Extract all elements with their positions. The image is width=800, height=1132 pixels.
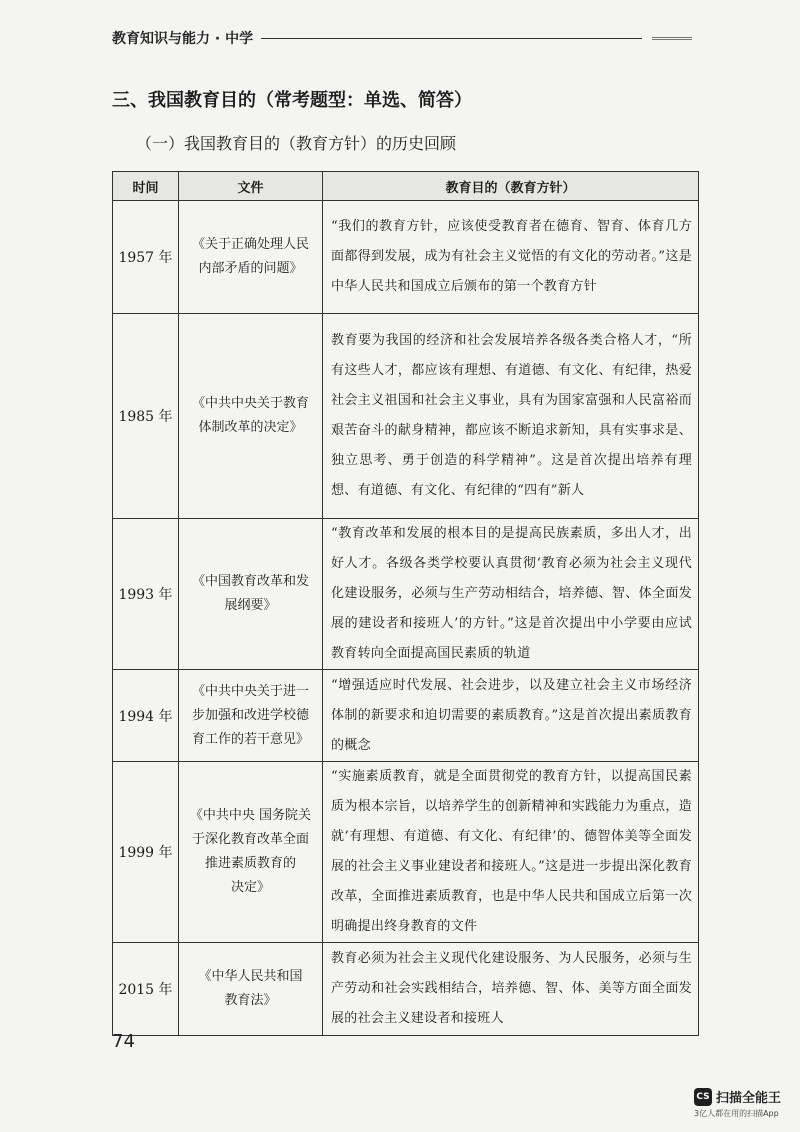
column-header-document: 文件 <box>179 172 323 201</box>
column-header-aim: 教育目的（教育方针） <box>323 172 699 201</box>
document-cell <box>179 201 323 314</box>
document-line: 决定》 <box>230 880 270 895</box>
section-title: 三、我国教育目的（常考题型：单选、简答） <box>112 90 472 111</box>
table-row <box>113 519 699 670</box>
year-cell: 2015 年 <box>113 943 179 1036</box>
document-line: 体制改革的决定》 <box>198 420 303 435</box>
table-row <box>113 762 699 943</box>
document-line: 育工作的若干意见》 <box>191 731 309 747</box>
document-line: 《中共中央关于教育 <box>191 396 309 411</box>
aim-cell: 教育要为我国的经济和社会发展培养各级各类合格人才，“所有这些人才，都应该有理想、有道德、有文化、有纪律，热爱社会主义祖国和社会主义事业，具有为国家富强和人民富裕而艰苦奋斗的献身精神，都应该不断追求新知，具有实事求是、独立思考、勇于创造的科学精神”。这是首次提出培养有理想、有道德、有文化、有纪律的“四有”新人 <box>323 314 699 519</box>
year-cell: 1957 年 <box>113 201 179 314</box>
document-line: 内部矛盾的问题》 <box>198 261 303 276</box>
document-cell <box>179 943 323 1036</box>
document-cell <box>179 670 323 762</box>
document-line: 步加强和改进学校德 <box>191 707 309 723</box>
scanner-watermark <box>694 1087 781 1106</box>
document-line: 教育法》 <box>224 993 277 1008</box>
table-row <box>113 201 699 314</box>
column-header-time: 时间 <box>113 172 179 201</box>
scanner-app-name: 扫描全能王 <box>716 1091 782 1106</box>
header-rule <box>261 38 642 39</box>
document-line: 《中共中央 国务院关 <box>189 808 312 823</box>
aim-cell: 教育必须为社会主义现代化建设服务、为人民服务，必须与生产劳动和社会实践相结合，培养德、智、体、美等方面全面发展的社会主义建设者和接班人 <box>323 943 699 1036</box>
table-row <box>113 943 699 1036</box>
document-cell <box>179 519 323 670</box>
document-line: 《中共中央关于进一 <box>191 683 309 699</box>
document-line: 推进素质教育的 <box>204 856 296 871</box>
document-line: 《中国教育改革和发 <box>191 574 309 589</box>
header-title: 教育知识与能力 · 中学 <box>112 31 254 47</box>
year-cell: 1993 年 <box>113 519 179 670</box>
year-cell: 1999 年 <box>113 762 179 943</box>
header-ornament <box>652 37 692 40</box>
running-header <box>112 26 692 50</box>
education-aims-table <box>112 171 699 1036</box>
document-line: 于深化教育改革全面 <box>191 832 309 847</box>
document-line: 展纲要》 <box>224 598 277 613</box>
document-line: 《中华人民共和国 <box>198 969 303 984</box>
camscanner-icon: CS <box>694 1088 712 1106</box>
aim-cell: “实施素质教育，就是全面贯彻党的教育方针，以提高国民素质为根本宗旨，以培养学生的创新精神和实践能力为重点，造就‘有理想、有道德、有文化、有纪律’的、德智体美等全面发展的社会主义事业建设者和接班人。”这是进一步提出深化教育改革，全面推进素质教育，也是中华人民共和国成立后第一次明确提出终身教育的文件 <box>323 762 699 943</box>
table-row <box>113 314 699 519</box>
aim-cell: “我们的教育方针，应该使受教育者在德育、智育、体育几方面都得到发展，成为有社会主义觉悟的有文化的劳动者。”这是中华人民共和国成立后颁布的第一个教育方针 <box>323 201 699 314</box>
aim-cell: “增强适应时代发展、社会进步，以及建立社会主义市场经济体制的新要求和迫切需要的素质教育。”这是首次提出素质教育的概念 <box>323 670 699 762</box>
aim-cell: “教育改革和发展的根本目的是提高民族素质，多出人才，出好人才。各级各类学校要认真贯彻‘教育必须为社会主义现代化建设服务，必须与生产劳动相结合，培养德、智、体全面发展的建设者和接班人’的方针。”这是首次提出中小学要由应试教育转向全面提高国民素质的轨道 <box>323 519 699 670</box>
table-header-row <box>113 172 699 201</box>
document-cell <box>179 314 323 519</box>
year-cell: 1985 年 <box>113 314 179 519</box>
table-row <box>113 670 699 762</box>
scanner-tagline: 3亿人都在用的扫描App <box>694 1109 779 1118</box>
document-line: 《关于正确处理人民 <box>191 237 309 252</box>
document-cell <box>179 762 323 943</box>
subsection-title: （一）我国教育目的（教育方针）的历史回顾 <box>136 134 457 153</box>
year-cell: 1994 年 <box>113 670 179 762</box>
page-number: 74 <box>112 1031 135 1052</box>
